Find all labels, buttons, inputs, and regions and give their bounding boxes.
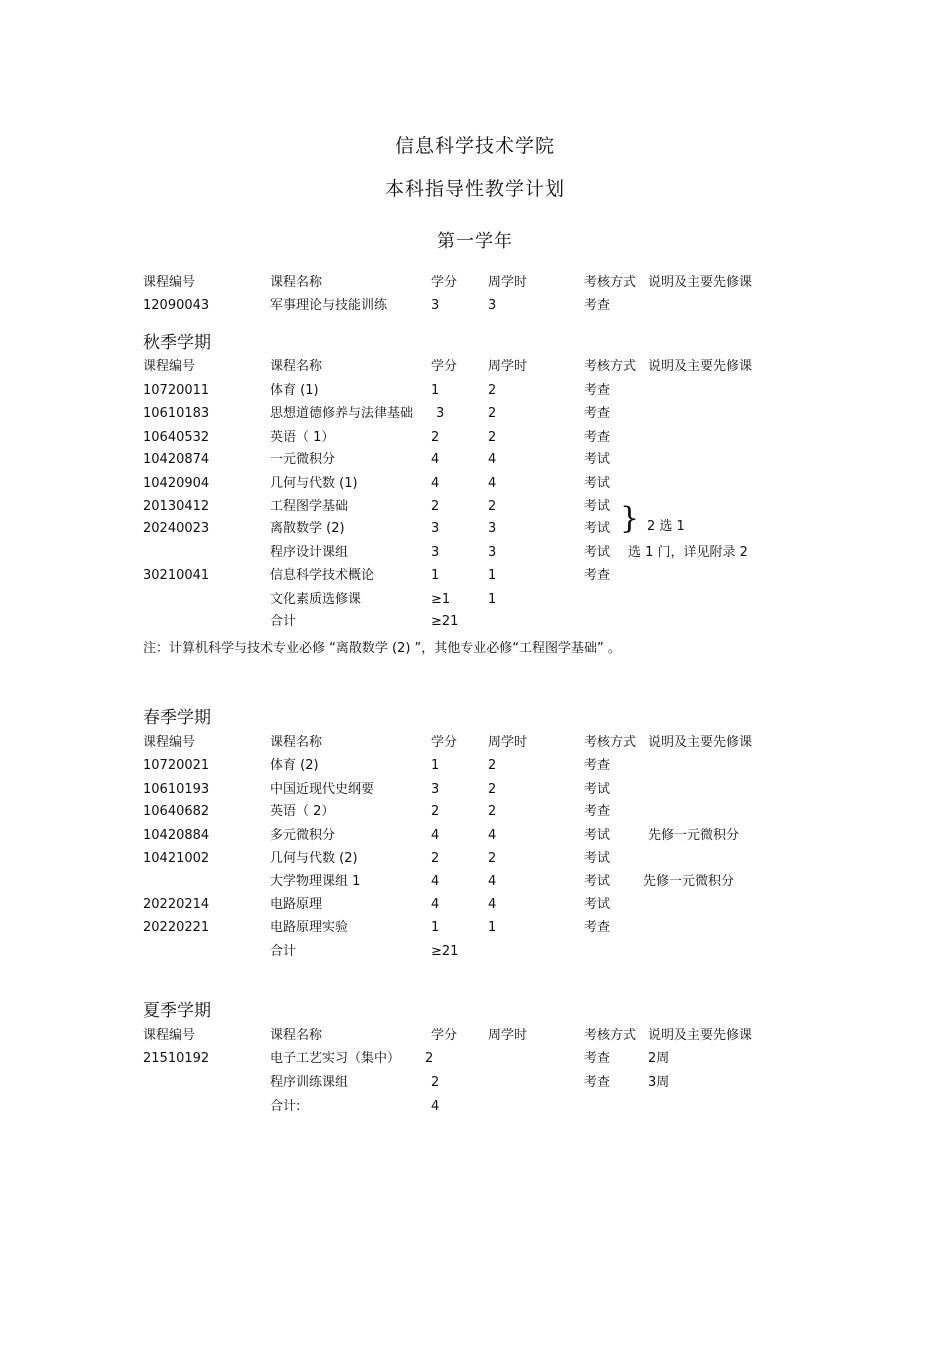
- course-code: 10420884: [143, 828, 210, 843]
- autumn-heading: 秋季学期: [143, 333, 211, 353]
- course-credit: 2: [431, 851, 440, 866]
- header-code: 课程编号: [143, 275, 196, 290]
- course-hours: 4: [488, 874, 497, 889]
- course-exam: 考试: [584, 452, 611, 467]
- course-code: 10640682: [143, 804, 210, 819]
- course-note: 选 1 门，详见附录 2: [628, 545, 748, 560]
- course-name: 几何与代数 (1): [270, 476, 358, 491]
- course-code: 10720021: [143, 758, 210, 773]
- course-code: 20220214: [143, 897, 210, 912]
- course-code: 10610183: [143, 406, 210, 421]
- course-exam: 考试: [584, 828, 611, 843]
- course-name: 电路原理: [270, 897, 323, 912]
- course-credit: 4: [431, 897, 440, 912]
- course-name: 一元微积分: [270, 452, 336, 467]
- course-name: 体育 (1): [270, 383, 319, 398]
- course-hours: 4: [488, 897, 497, 912]
- header-hours: 周学时: [488, 1028, 528, 1043]
- course-hours: 2: [488, 499, 497, 514]
- course-note: 先修一元微积分: [648, 828, 740, 843]
- course-name: 离散数学 (2): [270, 521, 345, 536]
- course-name: 程序设计课组: [270, 545, 349, 560]
- header-credit: 学分: [431, 735, 458, 750]
- header-credit: 学分: [431, 359, 458, 374]
- course-hours: 3: [488, 298, 497, 313]
- course-hours: 2: [488, 383, 497, 398]
- course-name: 体育 (2): [270, 758, 319, 773]
- course-exam: 考试: [584, 874, 611, 889]
- course-credit: 3: [431, 298, 440, 313]
- course-credit: 4: [431, 476, 440, 491]
- course-code: 10640532: [143, 430, 210, 445]
- course-hours: 2: [488, 851, 497, 866]
- course-credit: 1: [431, 568, 440, 583]
- course-credit: 1: [431, 920, 440, 935]
- summer-heading: 夏季学期: [143, 1001, 211, 1021]
- course-name: 中国近现代史纲要: [270, 782, 375, 797]
- year-title: 第一学年: [437, 231, 513, 252]
- course-credit: 3: [431, 545, 440, 560]
- course-code: 12090043: [143, 298, 210, 313]
- course-code: 20130412: [143, 499, 210, 514]
- course-exam: 考试: [584, 476, 611, 491]
- course-name: 思想道德修养与法律基础: [270, 406, 414, 421]
- course-credit: 2: [425, 1051, 434, 1066]
- course-hours: 2: [488, 406, 497, 421]
- course-name: 多元微积分: [270, 828, 336, 843]
- spring-heading: 春季学期: [143, 708, 211, 728]
- course-hours: 1: [488, 592, 497, 607]
- plan-title: 本科指导性教学计划: [384, 178, 565, 200]
- course-hours: 4: [488, 452, 497, 467]
- course-code: 20220221: [143, 920, 210, 935]
- header-name: 课程名称: [270, 1028, 323, 1043]
- course-exam: 考查: [584, 1051, 611, 1066]
- course-credit: 1: [431, 383, 440, 398]
- course-credit: 4: [431, 874, 440, 889]
- header-exam: 考核方式: [584, 1028, 637, 1043]
- course-hours: 3: [488, 545, 497, 560]
- header-name: 课程名称: [270, 359, 323, 374]
- course-name: 电路原理实验: [270, 920, 349, 935]
- course-credit: 2: [431, 804, 440, 819]
- course-exam: 考查: [584, 383, 611, 398]
- course-code: 20240023: [143, 521, 210, 536]
- course-name: 信息科学技术概论: [270, 568, 375, 583]
- school-title: 信息科学技术学院: [394, 135, 555, 157]
- header-hours: 周学时: [488, 735, 528, 750]
- header-credit: 学分: [431, 275, 458, 290]
- course-note: 2周: [648, 1051, 670, 1066]
- course-name: 军事理论与技能训练: [270, 298, 388, 313]
- header-credit: 学分: [431, 1028, 458, 1043]
- course-credit: 2: [431, 430, 440, 445]
- course-credit: 4: [431, 452, 440, 467]
- header-code: 课程编号: [143, 359, 196, 374]
- header-code: 课程编号: [143, 1028, 196, 1043]
- total-label: 合计: [270, 614, 297, 629]
- header-hours: 周学时: [488, 359, 528, 374]
- course-exam: 考查: [584, 568, 611, 583]
- course-exam: 考试: [584, 782, 611, 797]
- course-credit: 3: [431, 782, 440, 797]
- course-name: 几何与代数 (2): [270, 851, 358, 866]
- header-note: 说明及主要先修课: [648, 359, 753, 374]
- course-hours: 2: [488, 782, 497, 797]
- autumn-footnote: 注：计算机科学与技术专业必修 “离散数学 (2) ”，其他专业必修“工程图学基础” 。: [143, 641, 621, 656]
- course-credit: ≥1: [431, 592, 451, 607]
- course-code: 21510192: [143, 1051, 210, 1066]
- course-credit: 4: [431, 828, 440, 843]
- choice-brace-icon: }: [620, 501, 640, 536]
- header-code: 课程编号: [143, 735, 196, 750]
- course-code: 10420904: [143, 476, 210, 491]
- header-note: 说明及主要先修课: [648, 1028, 753, 1043]
- course-note: 先修一元微积分: [643, 874, 735, 889]
- total-label: 合计: [270, 944, 297, 959]
- course-hours: 4: [488, 828, 497, 843]
- course-exam: 考试: [584, 897, 611, 912]
- course-hours: 1: [488, 920, 497, 935]
- total-credit: 4: [431, 1099, 440, 1114]
- course-name: 电子工艺实习（集中）: [270, 1051, 401, 1066]
- course-name: 大学物理课组 1: [270, 874, 361, 889]
- course-exam: 考查: [584, 1075, 611, 1090]
- course-exam: 考查: [584, 298, 611, 313]
- course-hours: 1: [488, 568, 497, 583]
- course-hours: 2: [488, 758, 497, 773]
- course-note: 3周: [648, 1075, 670, 1090]
- course-code: 10421002: [143, 851, 210, 866]
- course-exam: 考试: [584, 499, 611, 514]
- course-hours: 4: [488, 476, 497, 491]
- total-credit: ≥21: [431, 614, 459, 629]
- course-name: 工程图学基础: [270, 499, 349, 514]
- course-credit: 3: [436, 406, 445, 421]
- header-exam: 考核方式: [584, 359, 637, 374]
- course-credit: 1: [431, 758, 440, 773]
- course-credit: 3: [431, 521, 440, 536]
- course-exam: 考查: [584, 406, 611, 421]
- course-credit: 2: [431, 499, 440, 514]
- course-name: 英语（ 2）: [270, 804, 335, 819]
- course-hours: 2: [488, 804, 497, 819]
- course-exam: 考查: [584, 920, 611, 935]
- header-note: 说明及主要先修课: [648, 735, 753, 750]
- course-code: 30210041: [143, 568, 210, 583]
- total-credit: ≥21: [431, 944, 459, 959]
- course-code: 10420874: [143, 452, 210, 467]
- course-hours: 2: [488, 430, 497, 445]
- choice-brace-label: 2 选 1: [647, 519, 685, 534]
- header-name: 课程名称: [270, 735, 323, 750]
- course-name: 程序训练课组: [270, 1075, 349, 1090]
- course-hours: 3: [488, 521, 497, 536]
- course-exam: 考试: [584, 545, 611, 560]
- course-name: 文化素质选修课: [270, 592, 362, 607]
- total-label: 合计:: [270, 1099, 301, 1114]
- course-code: 10720011: [143, 383, 210, 398]
- course-exam: 考试: [584, 521, 611, 536]
- course-exam: 考试: [584, 851, 611, 866]
- header-note: 说明及主要先修课: [648, 275, 753, 290]
- header-exam: 考核方式: [584, 275, 637, 290]
- course-exam: 考查: [584, 758, 611, 773]
- header-exam: 考核方式: [584, 735, 637, 750]
- header-name: 课程名称: [270, 275, 323, 290]
- course-exam: 考查: [584, 804, 611, 819]
- course-code: 10610193: [143, 782, 210, 797]
- course-exam: 考查: [584, 430, 611, 445]
- header-hours: 周学时: [488, 275, 528, 290]
- course-name: 英语（ 1）: [270, 430, 335, 445]
- course-credit: 2: [431, 1075, 440, 1090]
